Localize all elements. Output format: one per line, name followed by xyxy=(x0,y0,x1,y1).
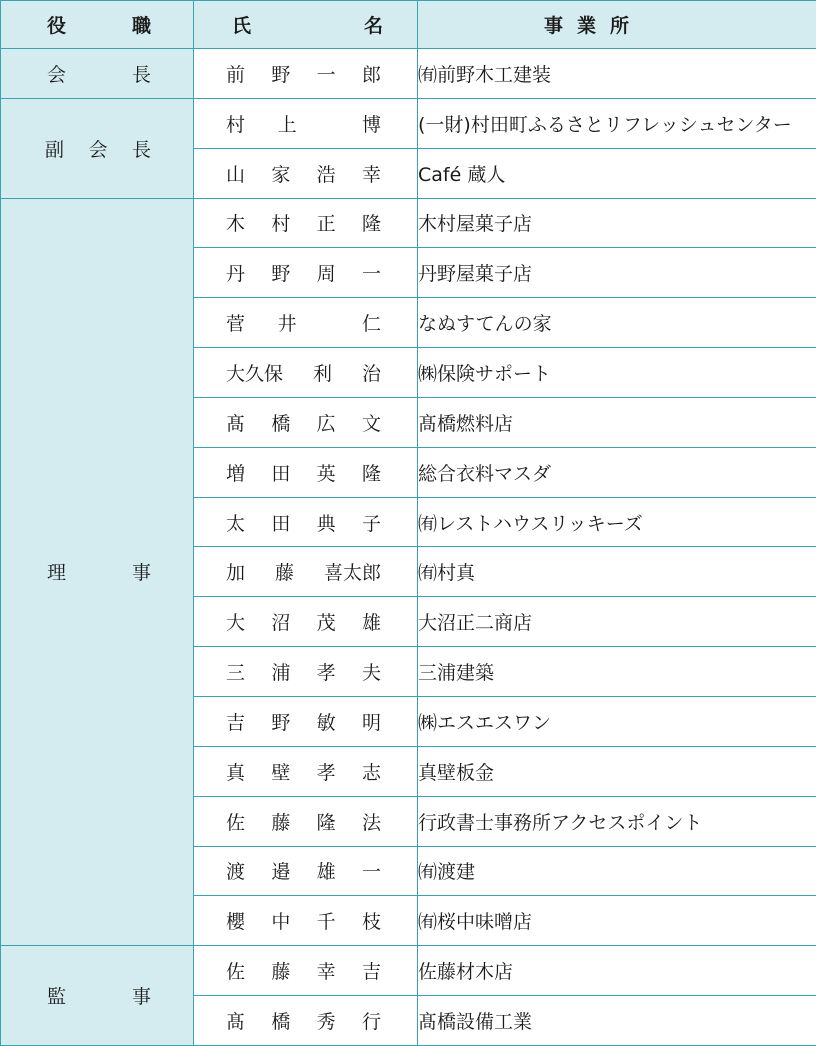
name-part: 三 xyxy=(226,662,246,685)
name-cell xyxy=(194,796,418,846)
name-part: 村 xyxy=(226,113,246,136)
name-part: 文 xyxy=(361,412,381,435)
office-cell: 髙橋燃料店 xyxy=(418,397,816,447)
roster-body xyxy=(1,49,816,1046)
name-part: 隆 xyxy=(316,811,336,834)
name-part: 橋 xyxy=(271,412,291,435)
name-part: 雄 xyxy=(361,612,381,635)
name-part: 志 xyxy=(361,761,381,784)
name-part: 田 xyxy=(271,462,291,485)
name-part: 井 xyxy=(277,313,297,336)
table-row xyxy=(1,946,816,996)
name-cell xyxy=(194,696,418,746)
name-part: 浩 xyxy=(316,163,336,186)
name-cell xyxy=(194,597,418,647)
name-part: 藤 xyxy=(271,961,291,984)
name-part: 明 xyxy=(361,711,381,734)
role-cell xyxy=(1,946,194,1046)
header-office xyxy=(418,1,816,49)
name-part: 英 xyxy=(316,462,336,485)
role-char: 会 xyxy=(47,63,67,86)
role-char: 副 xyxy=(45,138,65,161)
name-part: 藤 xyxy=(271,811,291,834)
name-part: 典 xyxy=(316,512,336,535)
name-part: 吉 xyxy=(361,961,381,984)
name-part: 前 xyxy=(226,63,246,86)
header-row xyxy=(1,1,816,49)
office-cell: ㈲渡建 xyxy=(418,846,816,896)
office-cell: 丹野屋菓子店 xyxy=(418,248,816,298)
name-part: 髙 xyxy=(226,412,246,435)
header-office-char: 業 xyxy=(577,15,597,37)
name-part: 夫 xyxy=(361,662,381,685)
office-cell: 髙橋設備工業 xyxy=(418,996,816,1046)
office-cell: ㈲レストハウスリッキーズ xyxy=(418,497,816,547)
office-cell: 三浦建築 xyxy=(418,647,816,697)
name-cell xyxy=(194,298,418,348)
name-part: 中 xyxy=(271,911,291,934)
name-part: 一 xyxy=(361,263,381,286)
name-part: 子 xyxy=(361,512,381,535)
name-part: 藤 xyxy=(274,562,294,585)
name-cell xyxy=(194,647,418,697)
role-char: 理 xyxy=(47,562,67,585)
office-cell: Café 蔵人 xyxy=(418,148,816,198)
name-cell xyxy=(194,996,418,1046)
header-office-char: 事 xyxy=(544,15,564,37)
name-part: 敏 xyxy=(316,711,336,734)
name-part: 幸 xyxy=(316,961,336,984)
role-char: 事 xyxy=(131,562,151,585)
office-cell: ㈱エスエスワン xyxy=(418,696,816,746)
name-part: 法 xyxy=(361,811,381,834)
name-cell xyxy=(194,248,418,298)
name-part: 一 xyxy=(316,63,336,86)
name-part: 喜太郎 xyxy=(323,562,381,585)
name-part: 田 xyxy=(271,512,291,535)
name-part: 増 xyxy=(226,462,246,485)
name-part: 郎 xyxy=(361,63,381,86)
name-part: 博 xyxy=(361,113,381,136)
name-part: 村 xyxy=(271,213,291,236)
name-part: 壁 xyxy=(271,761,291,784)
name-part: 丹 xyxy=(226,263,246,286)
office-cell: (一財)村田町ふるさとリフレッシュセンター xyxy=(418,98,816,148)
name-part: 大久保 xyxy=(226,362,284,385)
name-cell xyxy=(194,397,418,447)
name-part: 雄 xyxy=(316,861,336,884)
name-part: 佐 xyxy=(226,961,246,984)
role-char: 会 xyxy=(88,138,108,161)
name-part: 野 xyxy=(271,63,291,86)
office-cell: 真壁板金 xyxy=(418,746,816,796)
name-part: 橋 xyxy=(271,1011,291,1034)
role-char: 監 xyxy=(47,986,67,1009)
office-cell: ㈲桜中味噌店 xyxy=(418,896,816,946)
name-part: 沼 xyxy=(271,612,291,635)
office-cell: 木村屋菓子店 xyxy=(418,198,816,248)
name-part: 渡 xyxy=(226,861,246,884)
name-part: 秀 xyxy=(316,1011,336,1034)
name-part: 孝 xyxy=(316,662,336,685)
name-part: 真 xyxy=(226,761,246,784)
office-cell: 総合衣料マスダ xyxy=(418,447,816,497)
role-cell xyxy=(1,49,194,99)
name-part: 家 xyxy=(271,163,291,186)
name-part: 千 xyxy=(316,911,336,934)
name-cell xyxy=(194,348,418,398)
role-cell xyxy=(1,198,194,946)
office-cell: 大沼正二商店 xyxy=(418,597,816,647)
name-part: 加 xyxy=(226,562,246,585)
header-name xyxy=(194,1,418,49)
office-cell: 行政書士事務所アクセスポイント xyxy=(418,796,816,846)
name-part: 野 xyxy=(271,711,291,734)
name-part: 髙 xyxy=(226,1011,246,1034)
name-part: 枝 xyxy=(361,911,381,934)
office-cell: なぬすてんの家 xyxy=(418,298,816,348)
name-part: 山 xyxy=(226,163,246,186)
name-part: 孝 xyxy=(316,761,336,784)
name-part: 邉 xyxy=(271,861,291,884)
name-part: 茂 xyxy=(316,612,336,635)
name-part: 広 xyxy=(316,412,336,435)
name-cell xyxy=(194,497,418,547)
header-name-char: 氏 xyxy=(232,15,252,37)
name-cell xyxy=(194,846,418,896)
header-name-char: 名 xyxy=(363,15,383,37)
name-cell xyxy=(194,746,418,796)
name-part: 幸 xyxy=(361,163,381,186)
name-part: 利 xyxy=(312,362,332,385)
table-row xyxy=(1,49,816,99)
table-row xyxy=(1,98,816,148)
name-part: 仁 xyxy=(361,313,381,336)
name-cell xyxy=(194,49,418,99)
role-char: 長 xyxy=(131,63,151,86)
name-part: 正 xyxy=(316,213,336,236)
table-row xyxy=(1,198,816,248)
name-cell xyxy=(194,896,418,946)
name-part: 野 xyxy=(271,263,291,286)
role-char: 長 xyxy=(131,138,151,161)
office-cell: 佐藤材木店 xyxy=(418,946,816,996)
office-cell: ㈲前野木工建装 xyxy=(418,49,816,99)
name-cell xyxy=(194,198,418,248)
office-cell: ㈱保険サポート xyxy=(418,348,816,398)
role-cell xyxy=(1,98,194,198)
header-role-char: 役 xyxy=(47,15,67,37)
name-part: 木 xyxy=(226,213,246,236)
name-cell xyxy=(194,547,418,597)
name-part: 太 xyxy=(226,512,246,535)
name-part: 周 xyxy=(316,263,336,286)
name-part: 菅 xyxy=(226,313,246,336)
name-part: 行 xyxy=(361,1011,381,1034)
name-part: 隆 xyxy=(361,213,381,236)
name-part: 大 xyxy=(226,612,246,635)
office-cell: ㈲村真 xyxy=(418,547,816,597)
name-part: 佐 xyxy=(226,811,246,834)
header-office-char: 所 xyxy=(610,15,630,37)
header-role-char: 職 xyxy=(131,15,151,37)
name-cell xyxy=(194,946,418,996)
name-part: 隆 xyxy=(361,462,381,485)
name-cell xyxy=(194,148,418,198)
header-role xyxy=(1,1,194,49)
name-part: 治 xyxy=(361,362,381,385)
name-cell xyxy=(194,447,418,497)
role-char: 事 xyxy=(131,986,151,1009)
name-part: 吉 xyxy=(226,711,246,734)
name-cell xyxy=(194,98,418,148)
name-part: 一 xyxy=(361,861,381,884)
name-part: 櫻 xyxy=(226,911,246,934)
name-part: 浦 xyxy=(271,662,291,685)
name-part: 上 xyxy=(277,113,297,136)
